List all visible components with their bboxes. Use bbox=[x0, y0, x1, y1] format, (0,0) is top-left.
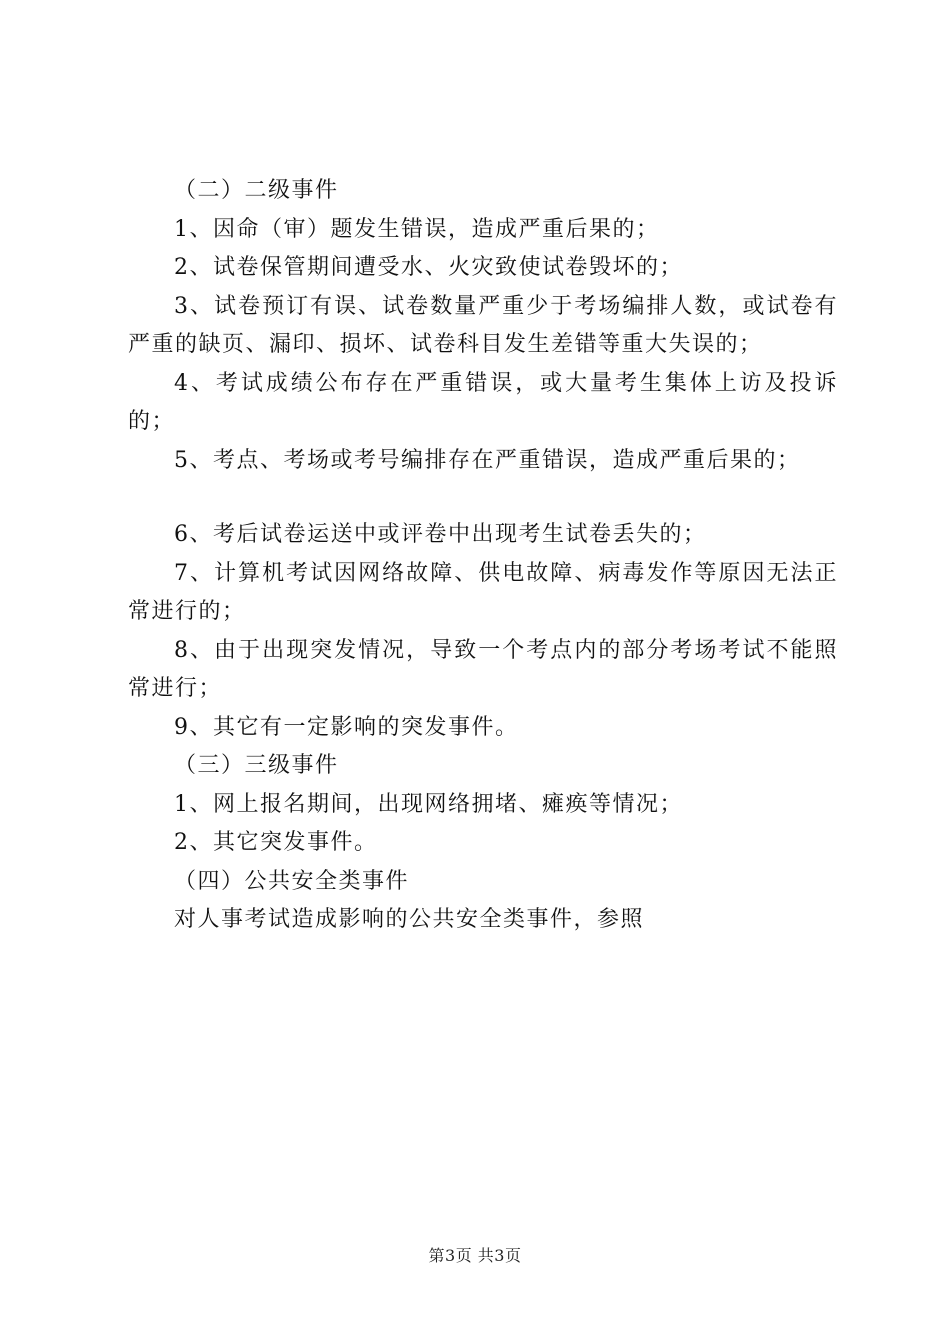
list-item: 7、计算机考试因网络故障、供电故障、病毒发作等原因无法正常进行的； bbox=[128, 560, 838, 624]
list-item: 3、试卷预订有误、试卷数量严重少于考场编排人数，或试卷有严重的缺页、漏印、损坏、试卷科目发生差错等重大失误的； bbox=[128, 293, 838, 357]
blank-line bbox=[128, 480, 838, 516]
section-heading-level-2: （二）二级事件 bbox=[174, 178, 339, 203]
list-item: 1、因命（审）题发生错误，造成严重后果的； bbox=[174, 216, 660, 242]
list-item: 1、网上报名期间，出现网络拥堵、瘫痪等情况； bbox=[174, 791, 683, 817]
list-item: 5、考点、考场或考号编排存在严重错误，造成严重后果的； bbox=[174, 447, 801, 473]
list-item: 4、考试成绩公布存在严重错误，或大量考生集体上访及投诉的； bbox=[128, 370, 838, 434]
list-item: 2、其它突发事件。 bbox=[174, 830, 378, 855]
section-heading-public-safety: （四）公共安全类事件 bbox=[174, 868, 410, 894]
list-item: 9、其它有一定影响的突发事件。 bbox=[174, 714, 519, 740]
body-paragraph: 对人事考试造成影响的公共安全类事件，参照 bbox=[174, 907, 645, 932]
list-item: 2、试卷保管期间遭受水、火灾致使试卷毁坏的； bbox=[174, 255, 683, 280]
document-body bbox=[128, 172, 838, 940]
section-heading-level-3: （三）三级事件 bbox=[174, 753, 339, 778]
list-item: 6、考后试卷运送中或评卷中出现考生试卷丢失的； bbox=[174, 522, 707, 547]
page-number-footer: 第3页 共3页 bbox=[428, 1246, 522, 1265]
list-item: 8、由于出现突发情况，导致一个考点内的部分考场考试不能照常进行； bbox=[128, 637, 838, 701]
